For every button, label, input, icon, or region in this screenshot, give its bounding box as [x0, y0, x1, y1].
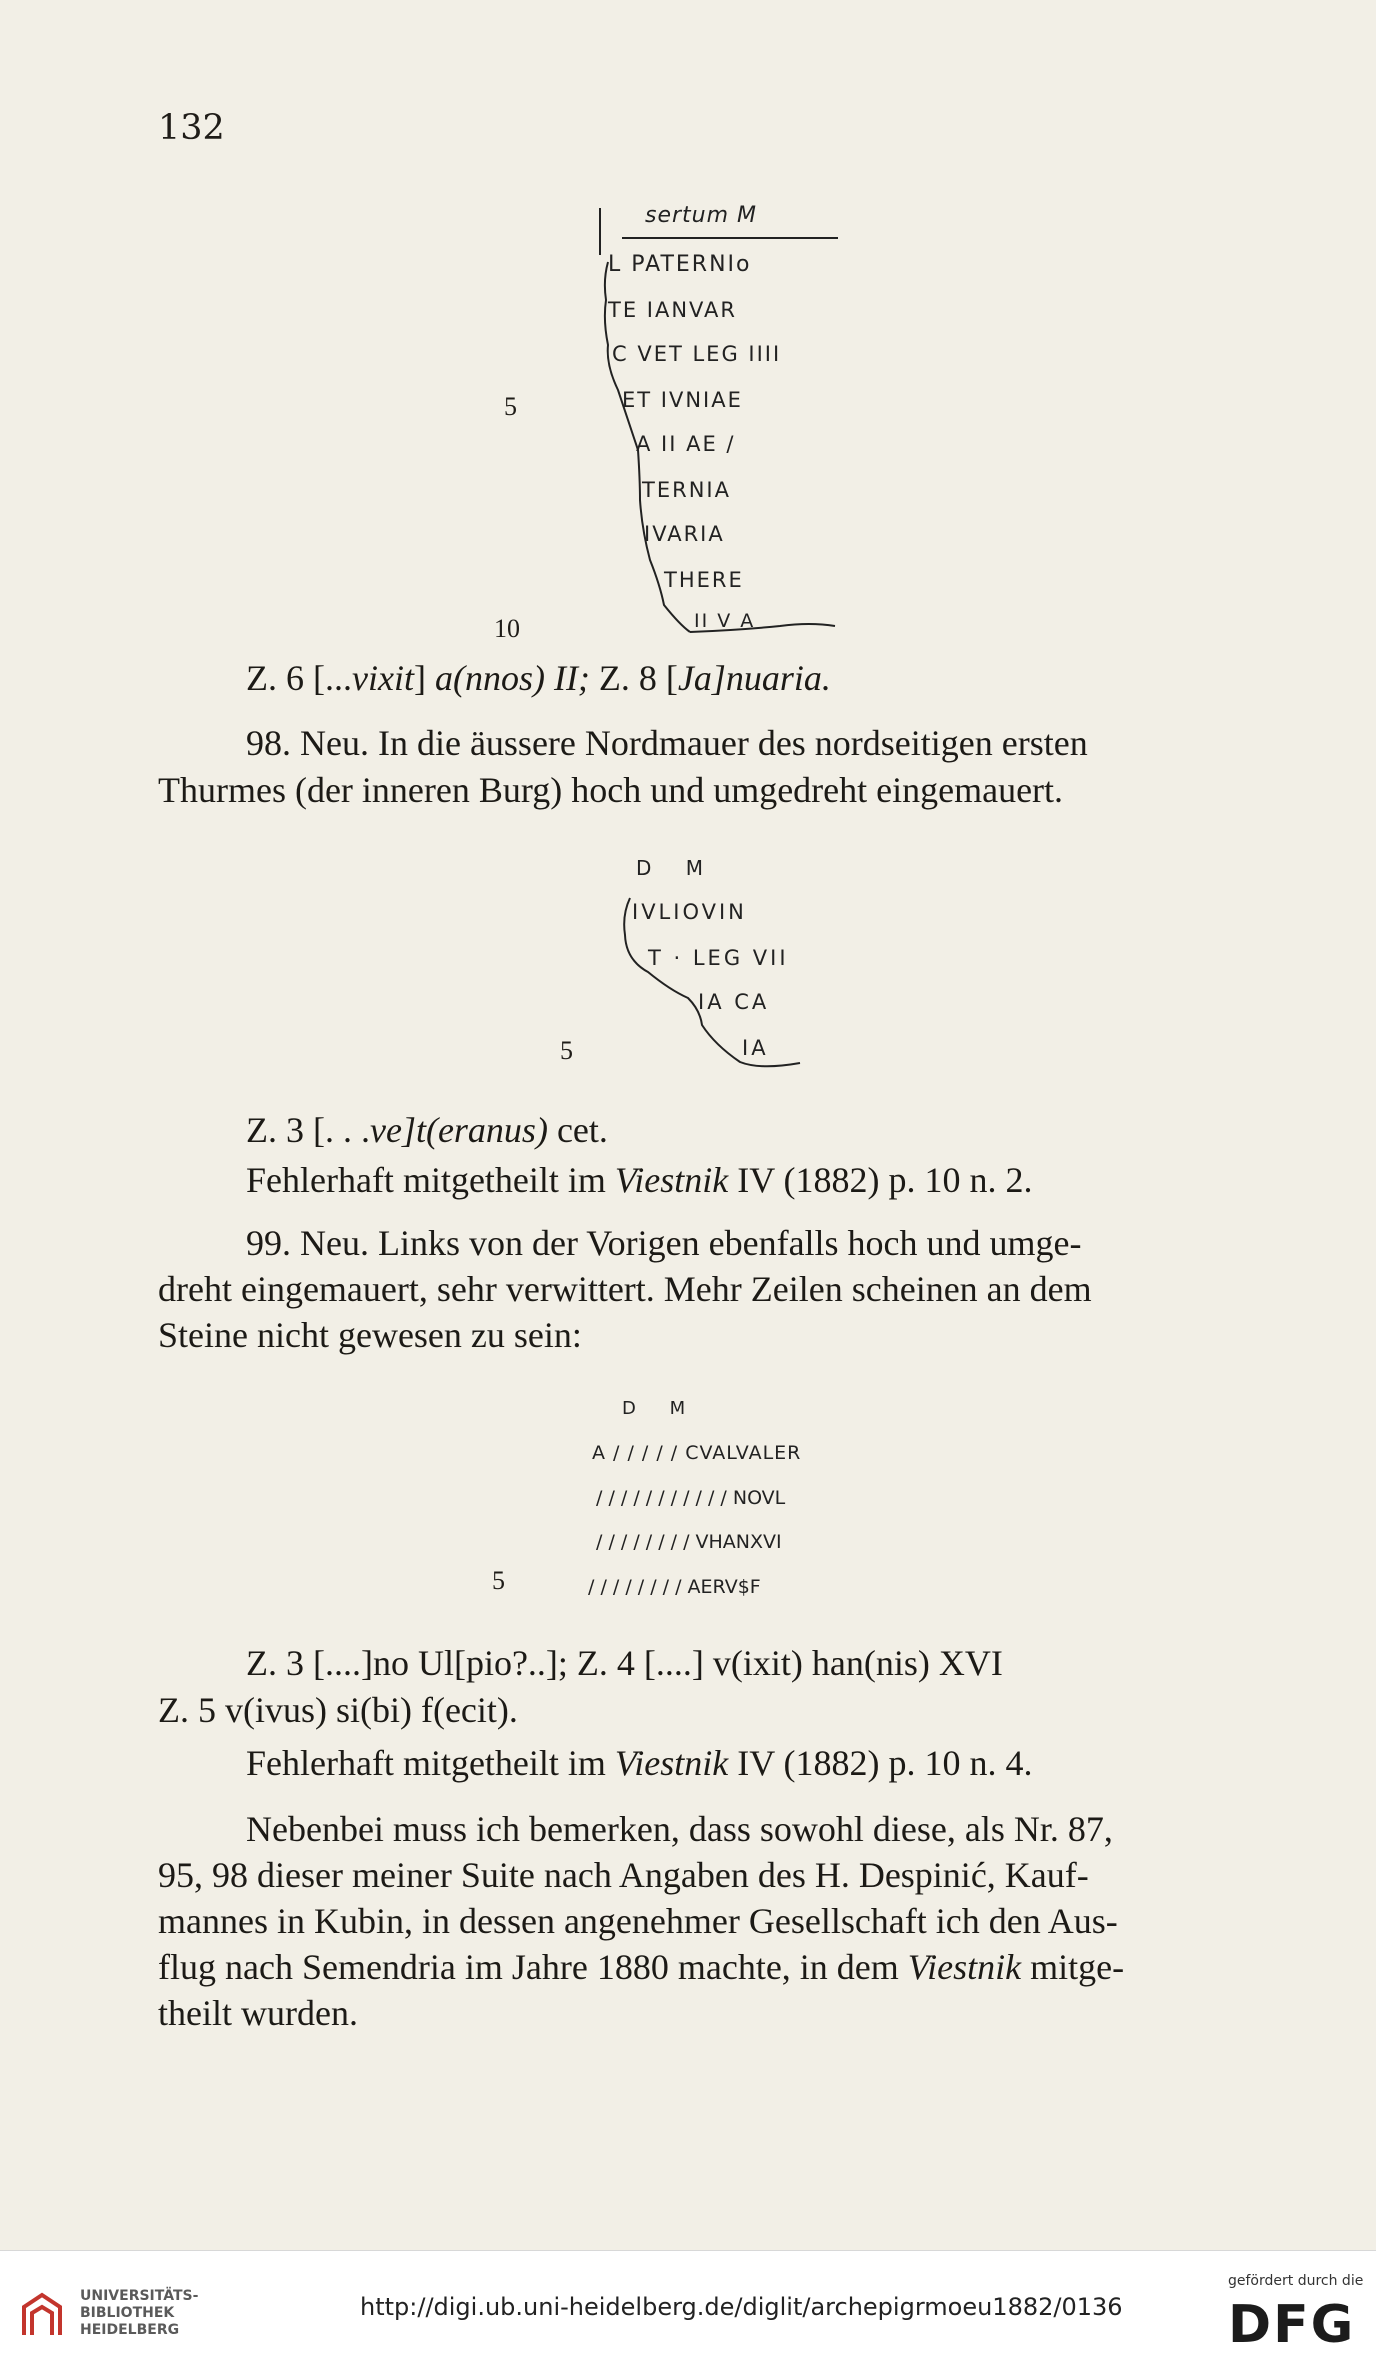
- nebenbei-line-5: theilt wurden.: [158, 1993, 358, 2033]
- inscription-1-line-1: sertum M: [645, 203, 758, 228]
- note-1-part: vixit: [351, 658, 414, 698]
- fehler-98-part: Viestnik: [614, 1160, 729, 1200]
- inscription-3-line-5: / / / / / / / / AERV$F: [588, 1576, 761, 1598]
- inscription-2-line-2: IVLIOVIN: [632, 900, 747, 924]
- entry-99-line-3: Steine nicht gewesen zu sein:: [158, 1315, 582, 1355]
- note-2-part: cet.: [547, 1110, 608, 1150]
- dfg-logo: DFG: [1228, 2295, 1356, 2355]
- fehler-99: [246, 1740, 1033, 1787]
- nebenbei-line-2: 95, 98 dieser meiner Suite nach Angaben des H. Despinić, Kauf-: [158, 1855, 1089, 1895]
- inscription-1-line-3: TE IANVAR: [608, 298, 738, 322]
- entry-98-line-2: Thurmes (der inneren Burg) hoch und umgedreht eingemauert.: [158, 770, 1064, 810]
- note-1-part: ]nuaria.: [711, 658, 831, 698]
- university-name-line: BIBLIOTHEK: [80, 2305, 175, 2321]
- fehler-99-part: Fehlerhaft mitgetheilt im: [246, 1743, 615, 1783]
- fehler-99-part: IV (1882) p. 10 n. 4.: [728, 1743, 1033, 1783]
- university-name-line: HEIDELBERG: [80, 2322, 180, 2338]
- inscription-1-line-10: II V A: [694, 610, 756, 632]
- inscription-1-line-4: C VET LEG IIII: [612, 342, 782, 366]
- inscription-1-line-9: THERE: [664, 568, 744, 592]
- entry-99-line-2: dreht eingemauert, sehr verwittert. Mehr Zeilen scheinen an dem: [158, 1269, 1092, 1309]
- note-1-part: Z. 6 [...: [246, 658, 352, 698]
- note-1-part: ]: [413, 658, 435, 698]
- footer-bar: [0, 2250, 1376, 2364]
- fehler-98-part: Fehlerhaft mitgetheilt im: [246, 1160, 615, 1200]
- entry-99-line-1: 99. Neu. Links von der Vorigen ebenfalls hoch und umge-: [246, 1223, 1082, 1263]
- fehler-98-part: IV (1882) p. 10 n. 2.: [728, 1160, 1033, 1200]
- line-number-10: 10: [494, 614, 520, 643]
- inscription-2-line-4: IA CA: [698, 990, 770, 1014]
- inscription-2-line-5: IA: [742, 1036, 769, 1060]
- inscription-3-line-4: / / / / / / / / VHANXVI: [596, 1531, 782, 1553]
- fehler-99-part: Viestnik: [614, 1743, 729, 1783]
- note-2-part: ve]t(eranus): [369, 1110, 548, 1150]
- inscription-1-line-5: ET IVNIAE: [622, 388, 743, 412]
- inscription-3-line-3: / / / / / / / / / / / NOVL: [596, 1487, 786, 1509]
- inscription-3-line-2: A / / / / / CVALVALER: [592, 1442, 802, 1464]
- line-number-5: 5: [504, 392, 517, 421]
- nebenbei-part: mitge-: [1021, 1947, 1125, 1987]
- nebenbei-line-1: Nebenbei muss ich bemerken, dass sowohl diese, als Nr. 87,: [246, 1809, 1113, 1849]
- note-3-line-1: Z. 3 [....]no Ul[pio?..]; Z. 4 [....] v(ixit) han(nis) XVI: [246, 1643, 1003, 1683]
- fehler-98: [246, 1157, 1033, 1204]
- university-name: [80, 2288, 198, 2339]
- inscription-3-line-1: D M: [622, 1398, 688, 1419]
- note-1-part: Z. 8 [: [589, 658, 678, 698]
- funded-by-label: gefördert durch die: [1228, 2273, 1364, 2289]
- line-number-5: 5: [560, 1036, 573, 1065]
- page-number: 132: [158, 108, 225, 148]
- entry-98-line-1: 98. Neu. In die äussere Nordmauer des nordseitigen ersten: [246, 723, 1088, 763]
- note-1-part: II;: [544, 658, 590, 698]
- inscription-1-line-8: IVARIA: [644, 522, 725, 546]
- note-2-part: Z. 3 [. . .: [246, 1110, 370, 1150]
- digital-url-link[interactable]: http://digi.ub.uni-heidelberg.de/diglit/archepigrmoeu1882/0136: [360, 2293, 1123, 2321]
- nebenbei-part: flug nach Semendria im Jahre 1880 machte, in dem: [158, 1947, 908, 1987]
- inscription-2-line-3: T · LEG VII: [648, 946, 789, 970]
- nebenbei-line-3: mannes in Kubin, in dessen angenehmer Gesellschaft ich den Aus-: [158, 1901, 1118, 1941]
- note-1: [246, 655, 831, 702]
- line-number-5: 5: [492, 1566, 505, 1595]
- inscription-1-line-2: L PATERNIo: [608, 252, 752, 277]
- university-name-line: UNIVERSITÄTS-: [80, 2288, 199, 2304]
- university-logo-icon: [14, 2287, 70, 2343]
- nebenbei-part: Viestnik: [907, 1947, 1022, 1987]
- note-1-part: a(nnos): [434, 658, 545, 698]
- note-2: [246, 1107, 608, 1154]
- nebenbei-line-4: [158, 1944, 1124, 1991]
- inscription-1-line-7: TERNIA: [642, 478, 731, 502]
- note-3-line-2: Z. 5 v(ivus) si(bi) f(ecit).: [158, 1690, 518, 1730]
- inscription-2-line-1: D M: [636, 856, 706, 880]
- note-1-part: Ja: [677, 658, 712, 698]
- inscription-1-line-6: A II AE /: [636, 432, 736, 456]
